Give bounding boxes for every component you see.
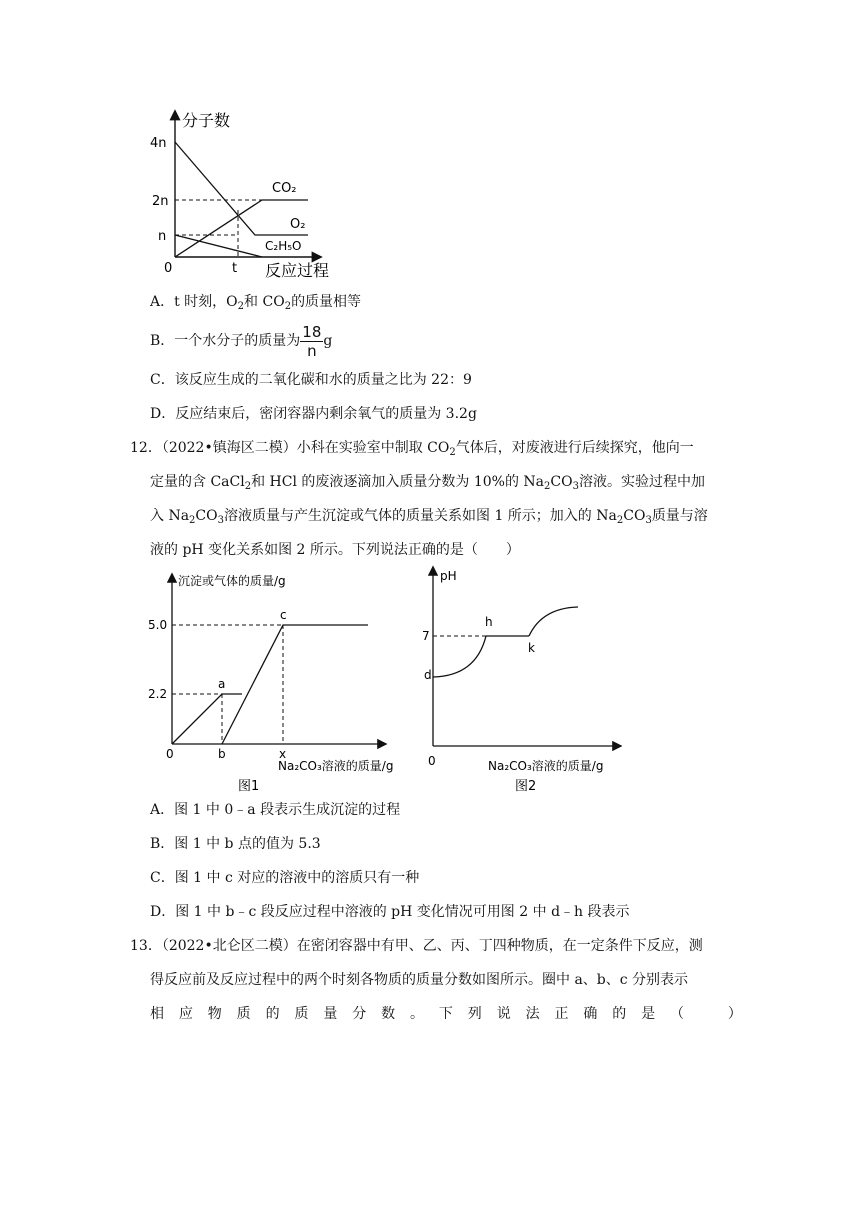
q12-option-b: B．图 1 中 b 点的值为 5.3	[150, 836, 321, 852]
fig1-x-label: Na₂CO₃溶液的质量/g	[278, 759, 394, 773]
q12-stem-line2: 定量的含 CaCl$_2$和 HCl 的废液逐滴加入质量分数为 10%的 $Na_2CO_3$溶液。实验过程中加	[150, 474, 705, 492]
fig1-point-a: a	[218, 677, 226, 691]
fig2-caption: 图2	[515, 779, 537, 794]
fig2-origin: 0	[428, 754, 436, 768]
figure-1	[150, 568, 410, 800]
fraction: $\frac{18}{n}$	[302, 322, 322, 360]
q11-option-d: D．反应结束后，密闭容器内剩余氧气的质量为 3.2g	[150, 406, 477, 422]
fig1-precipitate-line	[222, 625, 368, 744]
x-axis-label: 反应过程	[265, 261, 330, 280]
q12-option-a: A．图 1 中 0﹣a 段表示生成沉淀的过程	[150, 802, 401, 818]
q11-option-c: C．该反应生成的二氧化碳和水的质量之比为 22：9	[150, 372, 472, 388]
q12-stem-line1: 12．（2022•镇海区二模）小科在实验室中制取 $CO_2$气体后，对废液进行后续探究，他向一	[130, 440, 694, 458]
y-axis-label: 分子数	[182, 111, 231, 130]
figure-2	[410, 560, 660, 800]
fig2-point-h: h	[485, 615, 493, 629]
q12-option-c: C．图 1 中 c 对应的溶液中的溶质只有一种	[150, 870, 420, 886]
fig1-y-label: 沉淀或气体的质量/g	[178, 574, 286, 588]
fig1-tick-5: 5.0	[148, 618, 168, 632]
fig1-caption: 图1	[238, 779, 260, 794]
label-o2: O₂	[290, 217, 306, 232]
tick-2n: 2n	[152, 194, 169, 209]
q13-stem-line2: 得反应前及反应过程中的两个时刻各物质的质量分数如图所示。圈中 a、b、c 分别表示	[150, 972, 689, 988]
q12-stem-line3: 入 $Na_2CO_3$溶液质量与产生沉淀或气体的质量关系如图 1 所示；加入的 $Na_2CO_3$质量与溶	[150, 508, 708, 526]
ethanol-line	[175, 235, 262, 257]
fig2-x-label: Na₂CO₃溶液的质量/g	[488, 759, 604, 773]
origin-label: 0	[164, 261, 173, 276]
q11-option-a: A．t 时刻，$O_2$和 $CO_2$的质量相等	[150, 294, 362, 312]
q11-option-b: B．一个水分子的质量为 $\frac{18}{n}$ g	[150, 322, 333, 360]
fig2-point-k: k	[528, 641, 535, 655]
fig1-point-c: c	[280, 608, 287, 622]
tick-n: n	[158, 229, 167, 244]
figure-molecule-count	[140, 100, 370, 285]
label-ethanol: C₂H₅O	[265, 239, 302, 253]
tick-t: t	[232, 261, 238, 276]
fig1-gas-line	[172, 694, 242, 744]
fig2-tick-7: 7	[422, 629, 430, 643]
label-co2: CO₂	[272, 181, 297, 196]
fig2-point-d: d	[424, 668, 432, 682]
q12-option-d: D．图 1 中 b﹣c 段反应过程中溶液的 pH 变化情况可用图 2 中 d﹣h 段表示	[150, 904, 630, 920]
q12-stem-line4: 液的 pH 变化关系如图 2 所示。下列说法正确的是（ ）	[150, 542, 520, 558]
fig2-curve-k-end	[529, 607, 578, 636]
fig2-y-label: pH	[440, 569, 457, 583]
tick-4n: 4n	[150, 136, 167, 151]
fig1-tick-2.2: 2.2	[148, 687, 168, 701]
q13-stem-line1: 13．（2022•北仑区二模）在密闭容器中有甲、乙、丙、丁四种物质，在一定条件下反应，测	[130, 938, 703, 954]
fig1-origin: 0	[166, 747, 174, 761]
fig2-curve-d-h	[433, 636, 486, 677]
fig1-point-x: x	[279, 747, 287, 761]
fig1-point-b: b	[218, 747, 226, 761]
q13-stem-line3: 相 应 物 质 的 质 量 分 数 。 下 列 说 法 正 确 的 是 （ ）	[150, 1006, 742, 1022]
